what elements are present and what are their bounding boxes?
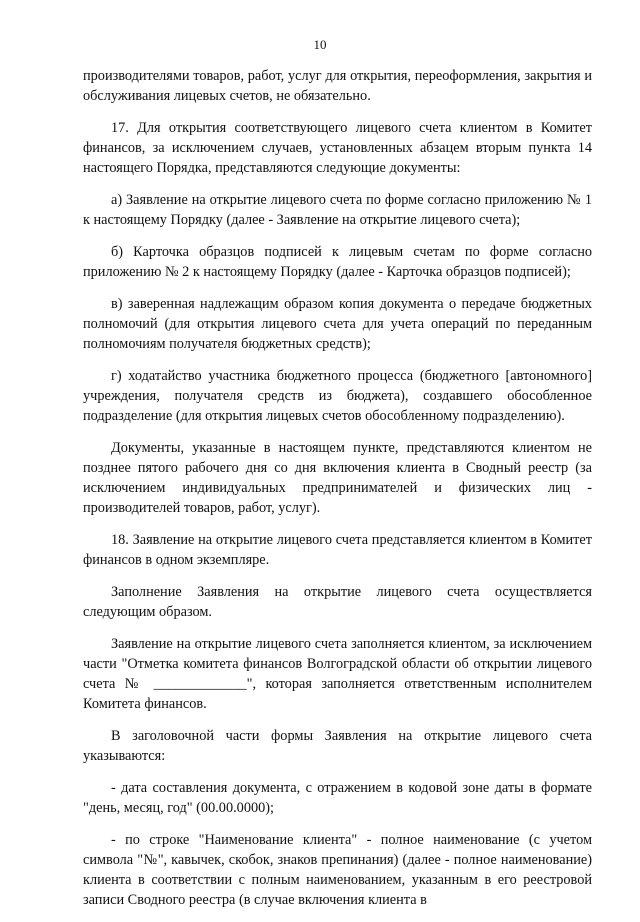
paragraph-header-fields: В заголовочной части формы Заявления на открытие лицевого счета указываются:: [83, 728, 592, 764]
page-number: 10: [313, 37, 327, 52]
paragraph-sub-b: б) Карточка образцов подписей к лицевым счетам по форме согласно приложению № 2 к настоящему Порядку (далее - Карточка образцов подписей);: [83, 244, 592, 280]
paragraph-item-17: 17. Для открытия соответствующего лицевого счета клиентом в Комитет финансов, за исключением случаев, установленных абзацем вторым пункта 14 настоящего Порядка, представляются следующие документы:: [83, 120, 592, 176]
paragraph-date-field: - дата составления документа, с отражением в кодовой зоне даты в формате "день, месяц, год" (00.00.0000);: [83, 780, 592, 816]
paragraph-client-name-field: - по строке "Наименование клиента" - полное наименование (с учетом символа "№", кавычек, скобок, знаков препинания) (далее - полное наименование) клиента в соответствии с полным наименованием, указанным в его реестровой записи Сводного реестра (в случае включения клиента в: [83, 832, 592, 908]
paragraph-sub-a: а) Заявление на открытие лицевого счета по форме согласно приложению № 1 к настоящему Порядку (далее - Заявление на открытие лицевого счета);: [83, 192, 592, 228]
paragraph-continuation: производителями товаров, работ, услуг для открытия, переоформления, закрытия и обслуживания лицевых счетов, не обязательно.: [83, 68, 592, 104]
paragraph-sub-v: в) заверенная надлежащим образом копия документа о передаче бюджетных полномочий (для открытия лицевого счета для учета операций по переданным полномочиям получателя бюджетных средств);: [83, 296, 592, 352]
document-body: [83, 66, 592, 922]
paragraph-sub-g: г) ходатайство участника бюджетного процесса (бюджетного [автономного] учреждения, получателя средств из бюджета), создавшего обособленное подразделение (для открытия лицевых счетов обособленному подразделению).: [83, 368, 592, 424]
paragraph-deadline: Документы, указанные в настоящем пункте, представляются клиентом не позднее пятого рабочего дня со дня включения клиента в Сводный реестр (за исключением индивидуальных предпринимателей и физических лиц - производителей товаров, работ, услуг).: [83, 440, 592, 516]
paragraph-filled-by-client: Заявление на открытие лицевого счета заполняется клиентом, за исключением части "Отметка комитета финансов Волгоградской области об открытии лицевого счета № _____________", которая заполняется ответственным исполнителем Комитета финансов.: [83, 636, 592, 712]
paragraph-item-18: 18. Заявление на открытие лицевого счета представляется клиентом в Комитет финансов в одном экземпляре.: [83, 532, 592, 568]
paragraph-filling: Заполнение Заявления на открытие лицевого счета осуществляется следующим образом.: [83, 584, 592, 620]
